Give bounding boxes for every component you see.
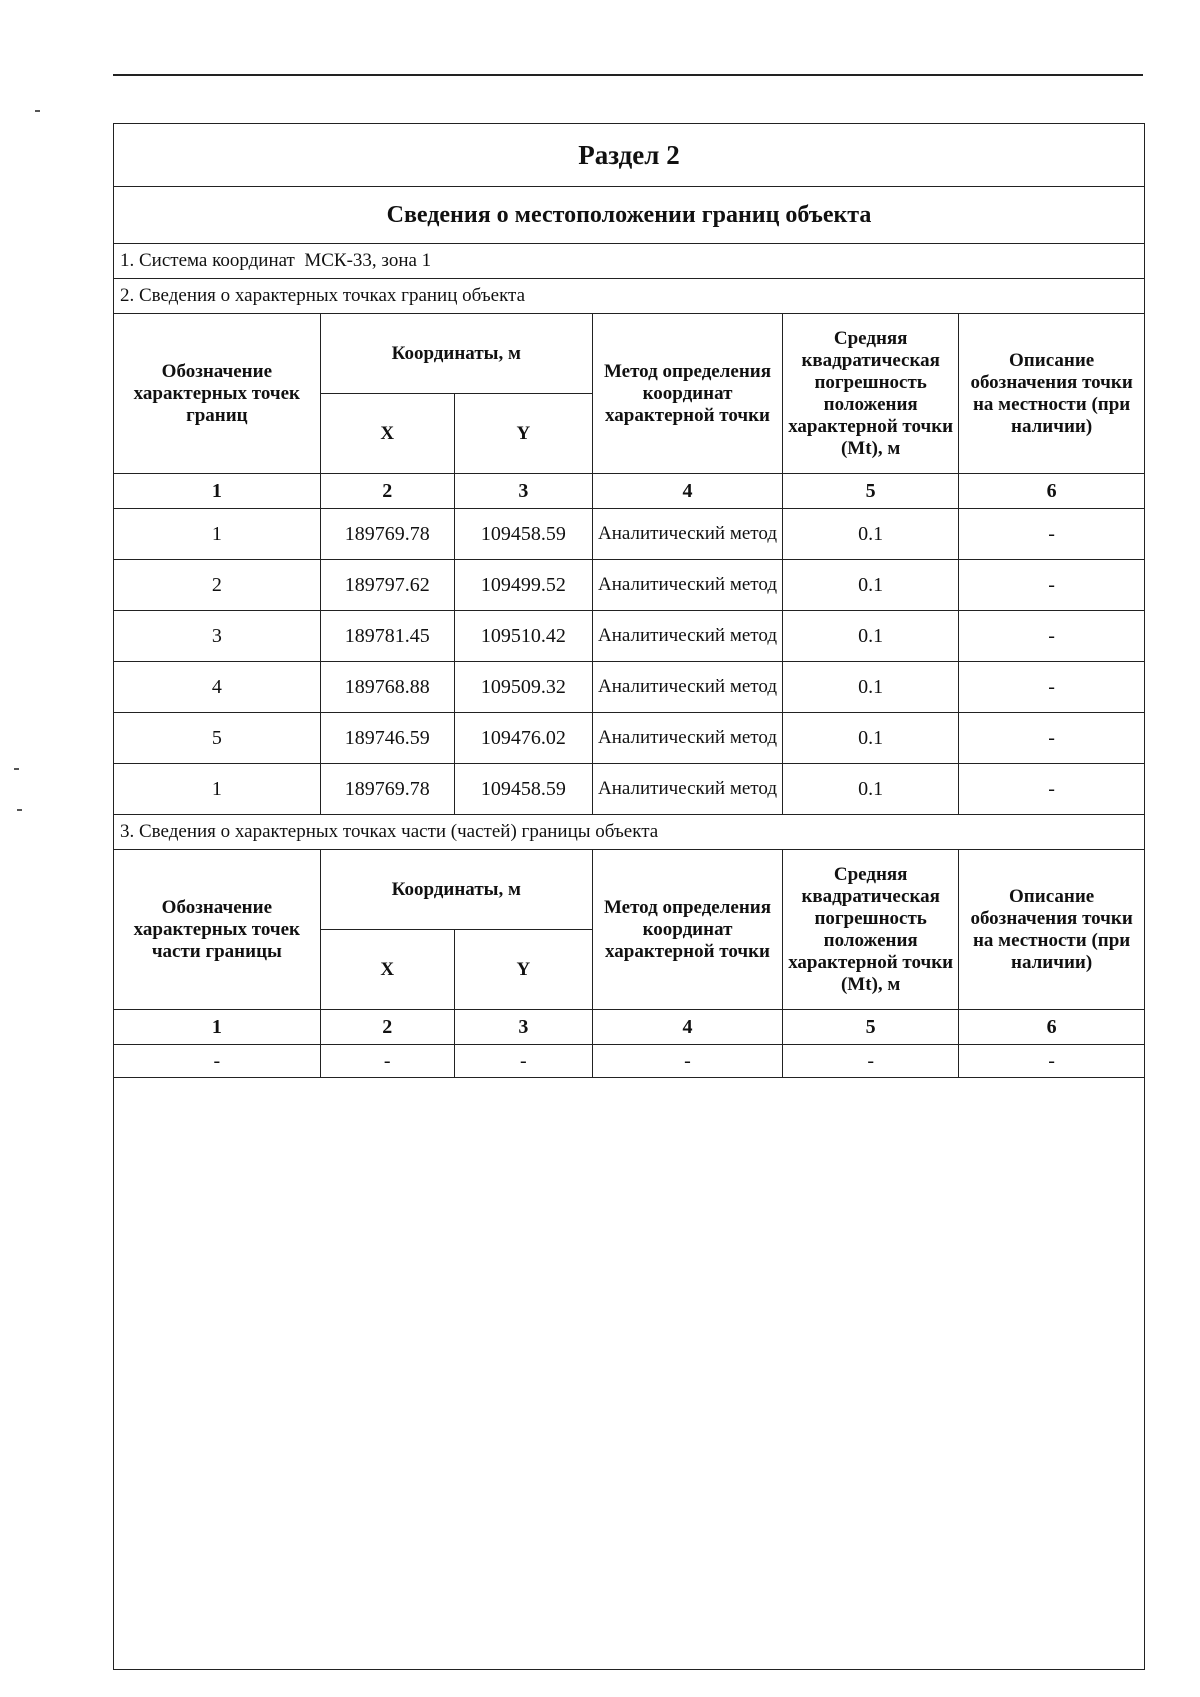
table-row bbox=[114, 560, 1144, 611]
section-subtitle: Сведения о местоположении границ объекта bbox=[114, 187, 1144, 244]
part-point-method: - bbox=[592, 1045, 782, 1078]
part-point-x: - bbox=[320, 1045, 454, 1078]
column-number: 4 bbox=[592, 474, 782, 509]
column-number: 3 bbox=[454, 1010, 592, 1045]
point-description: - bbox=[959, 713, 1144, 764]
part-point-id: - bbox=[114, 1045, 320, 1078]
point-id: 5 bbox=[114, 713, 320, 764]
point-y: 109476.02 bbox=[454, 713, 592, 764]
table-row bbox=[114, 764, 1144, 815]
point-id: 4 bbox=[114, 662, 320, 713]
header-description: Описание обозначения точки на местности (при наличии) bbox=[959, 850, 1144, 1010]
point-method: Аналитический метод bbox=[592, 764, 782, 815]
point-description: - bbox=[959, 764, 1144, 815]
part-point-error: - bbox=[783, 1045, 959, 1078]
header-error: Средняя квадратическая погрешность положения характерной точки (Mt), м bbox=[783, 314, 959, 474]
point-method: Аналитический метод bbox=[592, 662, 782, 713]
section-table bbox=[114, 124, 1144, 1078]
header-coordinates: Координаты, м bbox=[320, 314, 592, 394]
header-x: X bbox=[320, 930, 454, 1010]
point-y: 109499.52 bbox=[454, 560, 592, 611]
point-error: 0.1 bbox=[783, 560, 959, 611]
header-designation: Обозначение характерных точек части границы bbox=[114, 850, 320, 1010]
point-method: Аналитический метод bbox=[592, 713, 782, 764]
part-point-y: - bbox=[454, 1045, 592, 1078]
point-method: Аналитический метод bbox=[592, 560, 782, 611]
point-error: 0.1 bbox=[783, 509, 959, 560]
column-number: 5 bbox=[783, 1010, 959, 1045]
header-error: Средняя квадратическая погрешность положения характерной точки (Mt), м bbox=[783, 850, 959, 1010]
column-number: 1 bbox=[114, 474, 320, 509]
scan-speck bbox=[14, 768, 19, 770]
scan-speck bbox=[17, 809, 22, 811]
header-y: Y bbox=[454, 394, 592, 474]
point-method: Аналитический метод bbox=[592, 611, 782, 662]
table-row bbox=[114, 509, 1144, 560]
header-x: X bbox=[320, 394, 454, 474]
point-x: 189797.62 bbox=[320, 560, 454, 611]
column-number: 2 bbox=[320, 1010, 454, 1045]
table-row bbox=[114, 713, 1144, 764]
point-id: 1 bbox=[114, 764, 320, 815]
column-number: 1 bbox=[114, 1010, 320, 1045]
point-x: 189781.45 bbox=[320, 611, 454, 662]
column-number: 6 bbox=[959, 474, 1144, 509]
table-row bbox=[114, 662, 1144, 713]
point-x: 189768.88 bbox=[320, 662, 454, 713]
top-rule bbox=[113, 74, 1143, 76]
point-y: 109458.59 bbox=[454, 509, 592, 560]
header-designation: Обозначение характерных точек границ bbox=[114, 314, 320, 474]
point-x: 189769.78 bbox=[320, 509, 454, 560]
point-description: - bbox=[959, 662, 1144, 713]
document-frame bbox=[113, 123, 1145, 1670]
point-error: 0.1 bbox=[783, 713, 959, 764]
point-id: 2 bbox=[114, 560, 320, 611]
table-row bbox=[114, 611, 1144, 662]
header-method: Метод определения координат характерной точки bbox=[592, 314, 782, 474]
point-error: 0.1 bbox=[783, 611, 959, 662]
coord-system-value: МСК-33, зона 1 bbox=[304, 250, 432, 271]
points-section-label: 2. Сведения о характерных точках границ объекта bbox=[114, 279, 1144, 314]
point-error: 0.1 bbox=[783, 764, 959, 815]
column-number: 6 bbox=[959, 1010, 1144, 1045]
header-description: Описание обозначения точки на местности (при наличии) bbox=[959, 314, 1144, 474]
table-row bbox=[114, 1045, 1144, 1078]
point-y: 109458.59 bbox=[454, 764, 592, 815]
column-number: 5 bbox=[783, 474, 959, 509]
point-y: 109509.32 bbox=[454, 662, 592, 713]
part-point-description: - bbox=[959, 1045, 1144, 1078]
point-description: - bbox=[959, 611, 1144, 662]
point-id: 3 bbox=[114, 611, 320, 662]
coord-system-label: 1. Система координат bbox=[120, 250, 295, 271]
point-description: - bbox=[959, 509, 1144, 560]
section-title: Раздел 2 bbox=[114, 124, 1144, 187]
point-x: 189746.59 bbox=[320, 713, 454, 764]
point-y: 109510.42 bbox=[454, 611, 592, 662]
point-id: 1 bbox=[114, 509, 320, 560]
header-coordinates: Координаты, м bbox=[320, 850, 592, 930]
header-method: Метод определения координат характерной точки bbox=[592, 850, 782, 1010]
coord-system-line bbox=[114, 244, 1144, 279]
header-y: Y bbox=[454, 930, 592, 1010]
scan-speck bbox=[35, 110, 40, 112]
parts-section-label: 3. Сведения о характерных точках части (частей) границы объекта bbox=[114, 815, 1144, 850]
column-number: 4 bbox=[592, 1010, 782, 1045]
point-x: 189769.78 bbox=[320, 764, 454, 815]
point-method: Аналитический метод bbox=[592, 509, 782, 560]
point-description: - bbox=[959, 560, 1144, 611]
point-error: 0.1 bbox=[783, 662, 959, 713]
column-number: 2 bbox=[320, 474, 454, 509]
column-number: 3 bbox=[454, 474, 592, 509]
